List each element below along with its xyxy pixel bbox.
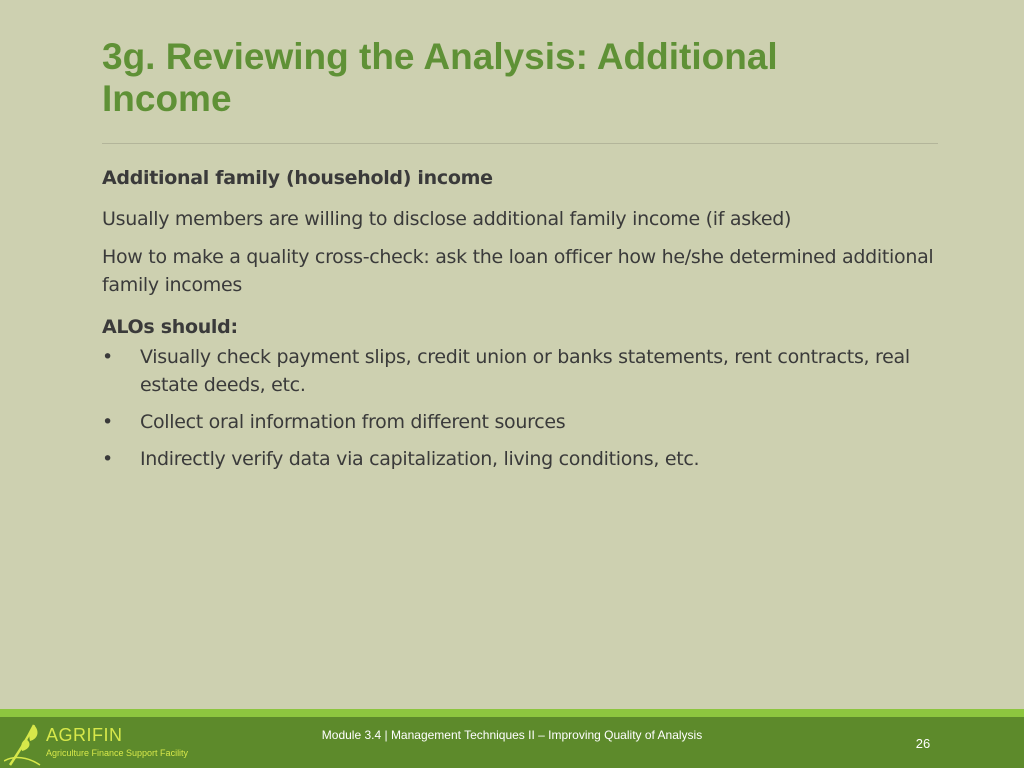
paragraph-cross-check: How to make a quality cross-check: ask the loan officer how he/she determined additional family incomes: [102, 246, 934, 296]
alos-heading: ALOs should:: [102, 316, 238, 338]
bullet-text: Indirectly verify data via capitalization, living conditions, etc.: [140, 448, 700, 470]
wheat-icon: [4, 721, 44, 767]
logo-tagline: Agriculture Finance Support Facility: [46, 748, 189, 758]
paragraph-disclosure: Usually members are willing to disclose additional family income (if asked): [102, 208, 792, 230]
bullet-item: [102, 343, 942, 399]
bullet-item: [102, 445, 942, 473]
module-caption: Module 3.4 | Management Techniques II – Improving Quality of Analysis: [321, 728, 703, 742]
bullet-item: [102, 408, 942, 436]
section-heading: Additional family (household) income: [102, 167, 493, 189]
bullet-text: Collect oral information from different sources: [140, 411, 566, 433]
agrifin-logo: [4, 721, 214, 767]
footer-stripe: [0, 709, 1024, 717]
slide-footer: [0, 717, 1024, 768]
bullet-text: Visually check payment slips, credit union or banks statements, rent contracts, real estate deeds, etc.: [140, 346, 910, 396]
bullet-icon: •: [102, 411, 113, 433]
slide-title: 3g. Reviewing the Analysis: Additional Income: [102, 36, 778, 119]
logo-name: AGRIFIN: [46, 725, 123, 745]
title-divider: [102, 143, 938, 144]
bullet-icon: •: [102, 448, 113, 470]
alos-bullet-list: [102, 343, 942, 473]
page-number: 26: [915, 736, 931, 751]
slide-body: [102, 164, 942, 482]
bullet-icon: •: [102, 346, 113, 368]
